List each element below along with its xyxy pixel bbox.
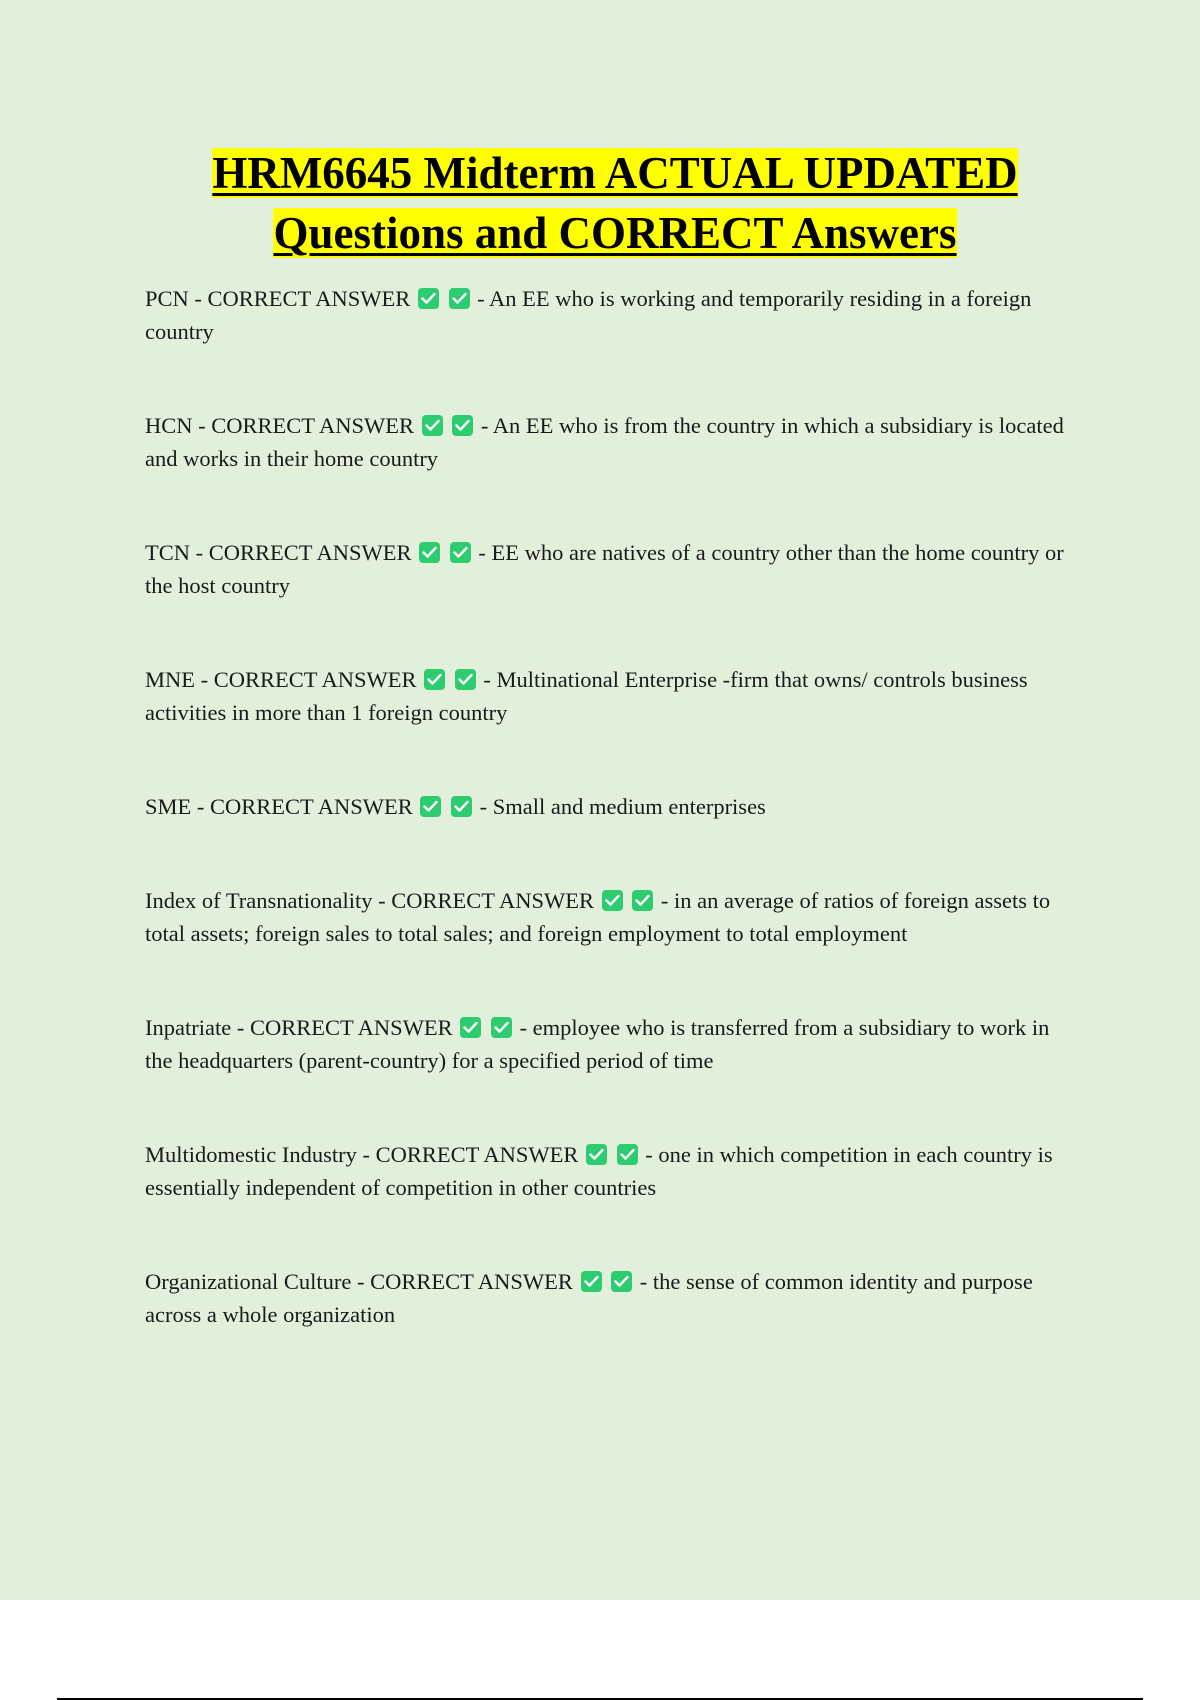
check-mark-icon [460,1017,481,1038]
check-mark-icon [611,1271,632,1292]
check-mark-icon [581,1271,602,1292]
title-line-2: Questions and CORRECT Answers [273,208,957,258]
entry-definition: - Multinational Enterprise -firm that owns/ controls business activities in more than 1 foreign country [145,667,1028,725]
entry-definition: - in an average of ratios of foreign assets to total assets; foreign sales to total sales; and foreign employment to total employment [145,888,1051,946]
check-mark-icon [586,1144,607,1165]
entry-term: Multidomestic Industry - CORRECT ANSWER [145,1142,579,1167]
check-mark-icon [602,890,623,911]
qa-entry [145,536,1075,602]
entry-term: TCN - CORRECT ANSWER [145,540,412,565]
check-mark-icon [422,415,443,436]
qa-entry [145,282,1075,348]
qa-entry [145,1011,1075,1077]
qa-entry [145,1138,1075,1204]
check-mark-icon [424,669,445,690]
check-mark-icon [491,1017,512,1038]
check-mark-icon [452,415,473,436]
entry-term: Organizational Culture - CORRECT ANSWER [145,1269,573,1294]
qa-entry [145,663,1075,729]
check-mark-icon [451,796,472,817]
check-mark-icon [418,288,439,309]
qa-entry [145,790,1075,823]
title-line-1: HRM6645 Midterm ACTUAL UPDATED [212,148,1018,198]
qa-entry [145,409,1075,475]
entry-definition: - An EE who is working and temporarily residing in a foreign country [145,286,1032,344]
entry-definition: - An EE who is from the country in which a subsidiary is located and works in their home country [145,413,1064,471]
check-mark-icon [455,669,476,690]
entry-definition: - Small and medium enterprises [479,794,766,819]
check-mark-icon [449,288,470,309]
check-mark-icon [632,890,653,911]
document-title [90,143,1140,263]
entry-term: PCN - CORRECT ANSWER [145,286,411,311]
entry-term: SME - CORRECT ANSWER [145,794,413,819]
entry-definition: - employee who is transferred from a subsidiary to work in the headquarters (parent-country) for a specified period of time [145,1015,1050,1073]
entry-term: MNE - CORRECT ANSWER [145,667,417,692]
qa-list [145,282,1075,1392]
check-mark-icon [450,542,471,563]
check-mark-icon [420,796,441,817]
check-mark-icon [419,542,440,563]
entry-term: Inpatriate - CORRECT ANSWER [145,1015,453,1040]
entry-term: HCN - CORRECT ANSWER [145,413,414,438]
qa-entry [145,1265,1075,1331]
entry-definition: - EE who are natives of a country other than the home country or the host country [145,540,1064,598]
entry-definition: - one in which competition in each country is essentially independent of competition in other countries [145,1142,1053,1200]
qa-entry [145,884,1075,950]
check-mark-icon [617,1144,638,1165]
entry-term: Index of Transnationality - CORRECT ANSWER [145,888,594,913]
entry-definition: - the sense of common identity and purpose across a whole organization [145,1269,1033,1327]
